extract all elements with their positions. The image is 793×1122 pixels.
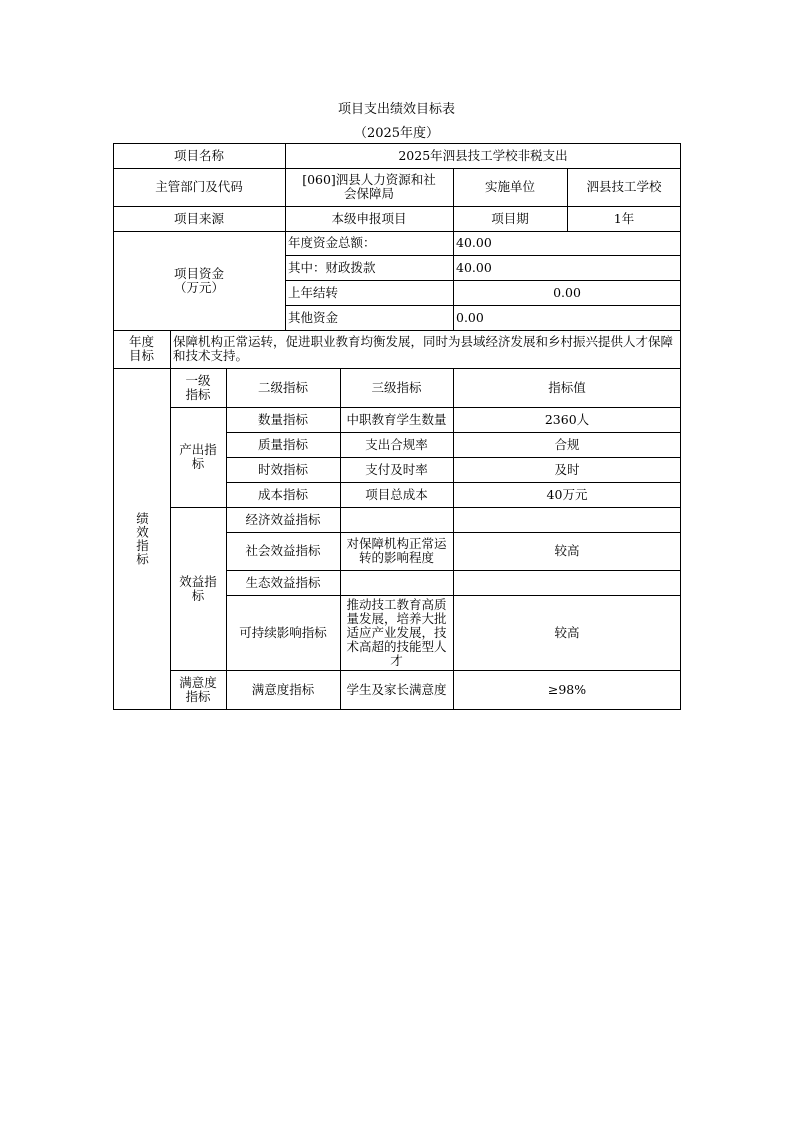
grid-line <box>285 255 681 256</box>
row-level3: 对保障机构正常运转的影响程度 <box>346 536 447 565</box>
row-value: ≥98% <box>547 682 587 697</box>
row-level2: 时效指标 <box>257 461 308 477</box>
source-label: 项目来源 <box>173 210 224 226</box>
row-level3: 项目总成本 <box>365 486 428 502</box>
funds-other-value: 0.00 <box>456 309 484 325</box>
table-border <box>113 709 681 710</box>
grid-line <box>113 168 681 169</box>
period-value: 1年 <box>613 210 635 226</box>
row-value: 40万元 <box>546 486 588 502</box>
dept-label: 主管部门及代码 <box>155 179 243 194</box>
funds-total-value: 40.00 <box>456 235 492 250</box>
row-level3: 推动技工教育高质量发展，培养大批适应产业发展，技术高超的技能型人才 <box>346 596 447 668</box>
performance-table <box>113 143 681 710</box>
grid-line <box>226 368 227 710</box>
grid-line <box>285 280 681 281</box>
source-value: 本级申报项目 <box>331 210 407 226</box>
output-group-label: 产出指标 <box>179 442 217 471</box>
grid-line <box>453 168 454 330</box>
grid-line <box>113 206 681 207</box>
project-name-value: 2025年泗县技工学校非税支出 <box>398 147 568 163</box>
row-level3: 支出合规率 <box>365 436 428 452</box>
grid-line <box>285 305 681 306</box>
goal-value: 保障机构正常运转，促进职业教育均衡发展，同时为县域经济发展和乡村振兴提供人才保障和技术支持。 <box>173 334 674 363</box>
funds-fiscal-value: 40.00 <box>456 259 492 275</box>
table-border <box>113 143 681 144</box>
funds-carry-label: 上年结转 <box>288 284 339 300</box>
funds-fiscal-label: 其中：财政拨款 <box>288 259 376 275</box>
indicators-section-label: 绩效指标 <box>134 512 150 566</box>
row-value: 及时 <box>554 461 580 477</box>
row-level2: 数量指标 <box>257 411 308 427</box>
unit-value: 泗县技工学校 <box>586 179 662 194</box>
grid-line <box>340 368 341 710</box>
row-value: 较高 <box>554 624 580 640</box>
satisfaction-group-label: 满意度指标 <box>179 675 217 704</box>
goal-label: 年度目标 <box>128 334 154 363</box>
grid-line <box>113 368 681 369</box>
col-level3-header: 三级指标 <box>371 379 422 395</box>
grid-line <box>113 231 681 232</box>
funds-other-label: 其他资金 <box>288 309 339 325</box>
period-label: 项目期 <box>491 210 529 226</box>
col-level2-header: 二级指标 <box>257 379 308 395</box>
row-value: 2360人 <box>544 411 590 427</box>
funds-total-label: 年度资金总额： <box>288 235 376 250</box>
row-level2: 可持续影响指标 <box>239 624 327 640</box>
grid-line <box>567 168 568 231</box>
grid-line <box>170 407 681 408</box>
unit-label: 实施单位 <box>484 179 535 194</box>
row-level2: 生态效益指标 <box>245 574 321 590</box>
grid-line <box>113 330 681 331</box>
grid-line <box>453 368 454 710</box>
page-title: 项目支出绩效目标表 <box>337 102 455 117</box>
row-value: 合规 <box>554 436 580 452</box>
table-border <box>680 143 681 710</box>
row-level3: 学生及家长满意度 <box>346 682 447 697</box>
project-name-label: 项目名称 <box>173 147 224 163</box>
row-level2: 成本指标 <box>257 486 308 502</box>
row-level3 <box>340 507 453 532</box>
row-value <box>453 570 681 595</box>
col-level1-header: 一级指标 <box>185 372 211 402</box>
grid-line <box>170 670 681 671</box>
grid-line <box>170 330 171 710</box>
table-border <box>113 143 114 710</box>
grid-line <box>170 507 681 508</box>
row-level3: 支付及时率 <box>365 461 428 477</box>
row-value <box>453 507 681 532</box>
dept-value: [060]泗县人力资源和社会保障局 <box>302 172 436 201</box>
row-level2: 社会效益指标 <box>245 543 321 558</box>
row-level3 <box>340 570 453 595</box>
grid-line <box>285 143 286 330</box>
row-level2: 质量指标 <box>257 436 308 452</box>
row-level3: 中职教育学生数量 <box>346 411 447 427</box>
col-value-header: 指标值 <box>548 379 586 395</box>
page-subtitle-year: （2025年度） <box>353 126 440 141</box>
benefit-group-label: 效益指标 <box>179 573 217 603</box>
row-level2: 满意度指标 <box>251 682 315 697</box>
row-value: 较高 <box>554 543 580 558</box>
funds-carry-value: 0.00 <box>553 284 581 300</box>
funds-label: 项目资金（万元） <box>173 265 224 295</box>
row-level2: 经济效益指标 <box>245 511 321 527</box>
